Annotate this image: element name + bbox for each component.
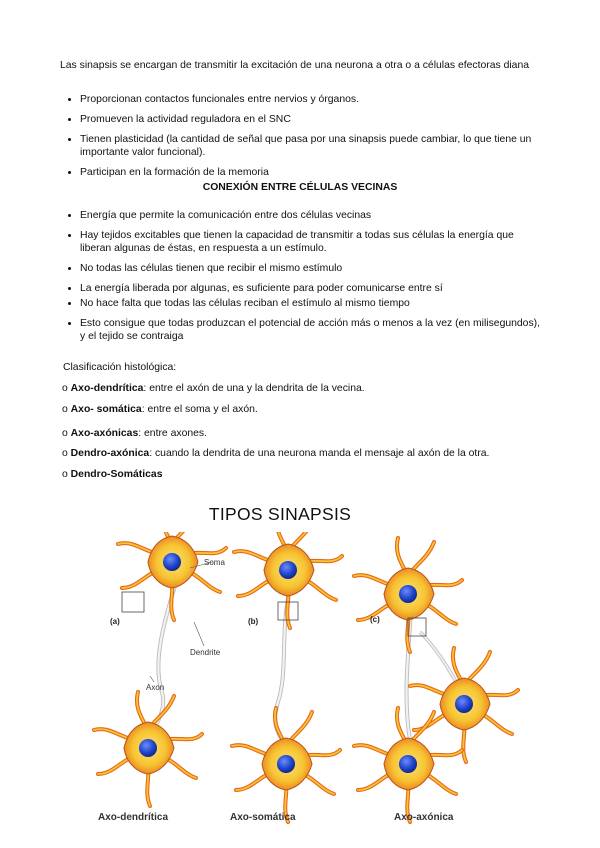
list-item: Promueven la actividad reguladora en el SNC — [60, 113, 540, 126]
connection-list — [60, 209, 540, 343]
panel-axo-axonic — [354, 538, 518, 823]
classification-term: Axo- somática — [70, 404, 142, 415]
neuron-icon — [94, 692, 202, 806]
svg-text:(c): (c) — [370, 615, 380, 624]
classification-term: Axo-dendrítica — [70, 383, 144, 394]
functions-list — [60, 93, 540, 179]
soma-label: Soma — [204, 558, 225, 567]
list-item: Energía que permite la comunicación entre dos células vecinas — [60, 209, 540, 222]
classification-term: Axo-axónicas — [70, 428, 139, 439]
neuron-icon — [410, 648, 518, 762]
list-item: La energía liberada por algunas, es suficiente para poder comunicarse entre sí — [60, 282, 540, 295]
list-item: Esto consigue que todas produzcan el potencial de acción más o menos a la vez (en milisegundos), y el tejido se contraiga — [60, 317, 540, 343]
panel-axo-somatic — [230, 532, 342, 823]
synapse-types-figure — [90, 532, 530, 832]
classification-item: o Axo-dendrítica: entre el axón de una y la dendrita de la vecina. — [62, 383, 365, 394]
list-item: Tienen plasticidad (la cantidad de señal que pasa por una sinapsis puede cambiar, lo que tiene un importante valor funcional). — [60, 133, 540, 159]
panel-caption: Axo-somática — [230, 812, 296, 823]
classification-term: Dendro-Somáticas — [70, 469, 163, 480]
neuron-icon — [118, 532, 226, 620]
list-item: No hace falta que todas las células reciban el estímulo al mismo tiempo — [60, 297, 540, 310]
list-item: Hay tejidos excitables que tienen la capacidad de transmitir a todas sus células la energía que liberan algunas de éstas, en respuesta a un estímulo. — [60, 229, 540, 255]
panel-caption: Axo-axónica — [394, 812, 454, 823]
classification-term: Dendro-axónica — [70, 448, 150, 459]
section-heading: CONEXIÓN ENTRE CÉLULAS VECINAS — [202, 182, 398, 193]
panel-axo-dendritic — [94, 532, 226, 823]
intro-paragraph: Las sinapsis se encargan de transmitir la excitación de una neurona a otra o a células efectoras diana — [60, 60, 530, 71]
neuron-icon — [232, 708, 340, 822]
svg-text:(b): (b) — [248, 617, 259, 626]
svg-text:(a): (a) — [110, 617, 120, 626]
list-item: No todas las células tienen que recibir el mismo estímulo — [60, 262, 540, 275]
figure-title: TIPOS SINAPSIS — [208, 504, 352, 524]
panel-caption: Axo-dendrítica — [98, 812, 169, 823]
list-item: Participan en la formación de la memoria — [60, 166, 540, 179]
classification-item: o Dendro-axónica: cuando la dendrita de una neurona manda el mensaje al axón de la otra. — [62, 448, 490, 459]
axon-label: Axon — [146, 683, 165, 692]
dendrite-label: Dendrite — [190, 648, 221, 657]
classification-title: Clasificación histológica: — [63, 362, 177, 373]
classification-item: o Axo- somática: entre el soma y el axón. — [62, 404, 258, 415]
neuron-icon — [234, 532, 342, 628]
classification-item: o Dendro-Somáticas — [62, 469, 163, 480]
list-item: Proporcionan contactos funcionales entre nervios y órganos. — [60, 93, 540, 106]
classification-item: o Axo-axónicas: entre axones. — [62, 428, 207, 439]
